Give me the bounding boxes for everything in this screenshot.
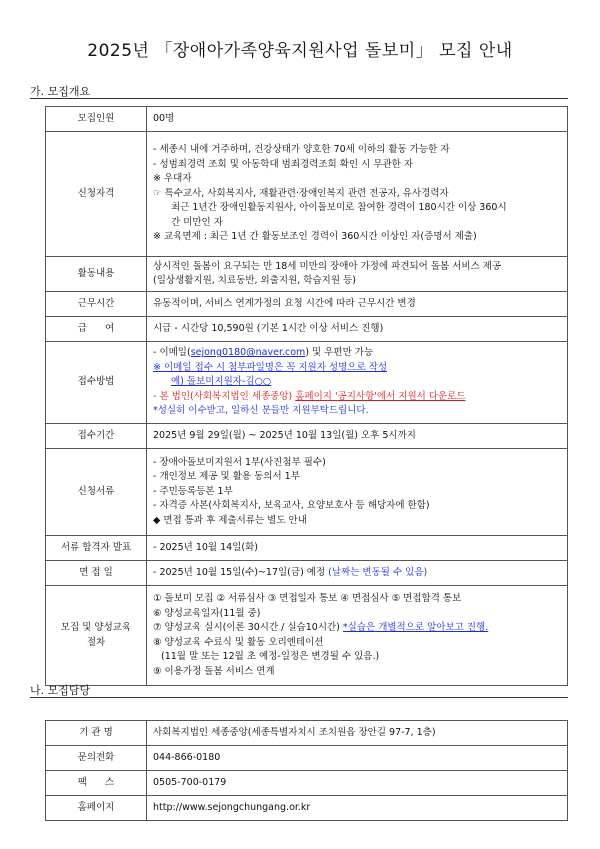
method-filename-example: 예) 돌보미지원자-김○○	[171, 376, 272, 388]
agency-label: 기 관 명	[46, 721, 147, 746]
documents-line: - 자격증 사본(사회복지사, 보육교사, 요양보호사 등 해당자에 한함)	[153, 500, 430, 512]
section-heading-contact: 나. 모집담당	[30, 684, 91, 697]
doc-result-value: - 2025년 10월 14일(화)	[147, 536, 568, 561]
phone-label: 문의전화	[46, 746, 147, 771]
documents-line: - 장애아돌보미지원서 1부(사진첨부 필수)	[153, 456, 326, 468]
procedure-label	[46, 586, 147, 686]
row-agency	[46, 721, 568, 746]
row-hours	[46, 292, 568, 317]
eligibility-value	[147, 132, 568, 257]
page-title: 2025년 「장애아가족양육지원사업 돌보미」 모집 안내	[87, 41, 513, 61]
recruit-count-value: 00명	[147, 107, 568, 132]
procedure-practice-note: *실습은 개별적으로 알아보고 진행.	[342, 622, 489, 633]
period-value: 2025년 9월 29일(월) ~ 2025년 10월 13일(월) 오후 5시까지	[147, 424, 568, 449]
section-heading-overview: 가. 모집개요	[30, 85, 91, 98]
homepage-link[interactable]: http://www.sejongchungang.or.kr	[147, 796, 568, 821]
eligibility-line: 최근 1년간 장애인활동지원사, 아이돌보미로 참여한 경력이 180시간 이상 360시	[171, 202, 507, 214]
agency-value: 사회복지법인 세종중앙(세종특별자치시 조치원읍 장안길 97-7, 1층)	[147, 721, 568, 746]
eligibility-line: ※ 교육면제 : 최근 1년 간 활동보조인 경력이 360시간 이상인 자(증명서 제출)	[153, 231, 477, 243]
method-email-prefix: - 이메일(	[153, 347, 191, 359]
email-link[interactable]: sejong0180@naver.com	[190, 347, 306, 359]
method-value	[147, 342, 568, 424]
fax-value: 0505-700-0179	[147, 771, 568, 796]
row-fax	[46, 771, 568, 796]
row-recruit-count	[46, 107, 568, 132]
row-activity	[46, 257, 568, 292]
documents-line: - 개인정보 제공 및 활용 동의서 1부	[153, 471, 300, 483]
procedure-training: ⑦ 양성교육 실시(이론 30시간 / 실습10시간)	[153, 622, 343, 633]
eligibility-line: 간 미만인 자	[171, 216, 223, 228]
row-period	[46, 424, 568, 449]
procedure-step: (11월 말 또는 12월 초 예정-일정은 변경될 수 있음.)	[161, 651, 380, 662]
procedure-label-line: 절차	[86, 636, 106, 648]
procedure-step: ⑨ 이용가정 돌봄 서비스 연계	[153, 665, 275, 677]
row-eligibility	[46, 132, 568, 257]
method-label: 접수방법	[46, 342, 147, 424]
documents-line: ◆ 면접 통과 후 제출서류는 별도 안내	[153, 514, 307, 526]
procedure-value	[147, 586, 568, 686]
section-divider	[30, 98, 568, 99]
phone-value: 044-866-0180	[147, 746, 568, 771]
procedure-step: ⑧ 양성교육 수료식 및 활동 오리엔테이션	[153, 636, 324, 648]
row-homepage	[46, 796, 568, 821]
activity-line: (일상생활지원, 치료동반, 외출지원, 학습지원 등)	[153, 275, 356, 286]
method-line-email	[153, 346, 561, 361]
activity-value	[147, 257, 568, 292]
row-pay	[46, 317, 568, 342]
method-filename-note: ※ 이메일 접수 시 첨부파일명은 꼭 지원자 성명으로 작성	[153, 361, 388, 373]
homepage-notice-link[interactable]: 홈페이지 '공지사항'에서 지원서 다운로드	[295, 390, 466, 402]
interview-value	[147, 561, 568, 586]
procedure-step: ⑥ 양성교육일자(11월 중)	[153, 607, 261, 619]
procedure-step: ① 돌보미 모집 ② 서류심사 ③ 면접일자 통보 ④ 면접심사 ⑤ 면접합격 통보	[153, 593, 462, 604]
documents-line: - 주민등록등본 1부	[153, 485, 233, 497]
method-download-line	[153, 390, 561, 405]
documents-value	[147, 449, 568, 536]
procedure-step	[153, 621, 561, 636]
homepage-label: 홈페이지	[46, 796, 147, 821]
row-procedure	[46, 586, 568, 686]
method-email-suffix: ) 및 우편만 가능	[305, 347, 374, 359]
hours-value: 유동적이며, 서비스 연계가정의 요청 시간에 따라 근무시간 변경	[147, 292, 568, 317]
activity-line: 상시적인 돌봄이 요구되는 만 18세 미만의 장애아 가정에 파견되어 돌봄 서비스 제공	[153, 260, 502, 272]
fax-label: 팩 스	[46, 771, 147, 796]
recruit-count-label: 모집인원	[46, 107, 147, 132]
interview-date: - 2025년 10월 15일(수)~17일(금) 예정	[153, 566, 329, 578]
row-phone	[46, 746, 568, 771]
pay-value: 시급 - 시간당 10,590원 (기본 1시간 이상 서비스 진행)	[147, 317, 568, 342]
doc-result-label: 서류 합격자 발표	[46, 536, 147, 561]
period-label: 접수기간	[46, 424, 147, 449]
documents-label: 신청서류	[46, 449, 147, 536]
row-doc-result	[46, 536, 568, 561]
eligibility-line: - 세종시 내에 거주하며, 건강상태가 양호한 70세 이하의 활동 가능한 자	[153, 144, 450, 156]
eligibility-line: ※ 우대자	[153, 173, 192, 185]
row-documents	[46, 449, 568, 536]
contact-table	[45, 720, 568, 821]
row-interview	[46, 561, 568, 586]
procedure-label-line: 모집 및 양성교육	[60, 622, 132, 633]
eligibility-line: ☞ 특수교사, 사회복지사, 재활관련·장애인복지 관련 전공자, 유사경력자	[153, 187, 449, 199]
section-divider	[30, 697, 568, 698]
pay-label: 급 여	[46, 317, 147, 342]
interview-note: (날짜는 변동될 수 있음)	[328, 566, 428, 578]
eligibility-label: 신청자격	[46, 132, 147, 257]
hours-label: 근무시간	[46, 292, 147, 317]
row-method	[46, 342, 568, 424]
activity-label: 활동내용	[46, 257, 147, 292]
overview-table	[45, 106, 568, 686]
eligibility-line: - 성범죄경력 조회 및 아동학대 범죄경력조회 확인 시 무관한 자	[153, 158, 414, 170]
interview-label: 면 접 일	[46, 561, 147, 586]
method-request-note: *성실히 이수받고, 일하신 분들만 지원부탁드립니다.	[153, 405, 369, 417]
method-corp-text: - 본 법인(사회복지법인 세종중앙)	[153, 390, 296, 402]
